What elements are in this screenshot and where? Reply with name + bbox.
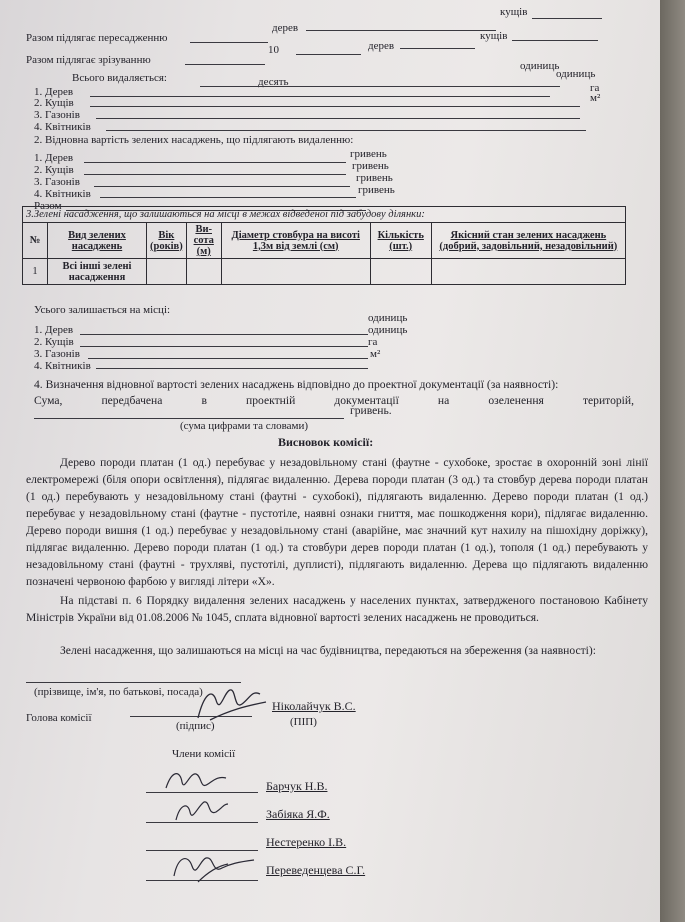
- rule: [84, 174, 346, 175]
- member-name: Переведенцева С.Г.: [266, 863, 366, 877]
- table-cell: [431, 259, 625, 285]
- restoration-item-flowerbeds: 4. Квітників: [34, 188, 91, 200]
- project-word: проектній: [246, 394, 296, 407]
- project-word: документації: [334, 394, 399, 407]
- remaining-item-bushes: 2. Кущів: [34, 336, 74, 348]
- table-cell: [186, 259, 221, 285]
- remaining-unit-flowerbeds: м²: [370, 348, 381, 360]
- rule: [90, 106, 580, 107]
- restoration-unit-flowerbeds: гривень: [358, 184, 395, 196]
- rule: [106, 130, 586, 131]
- table-cell: Всі інші зелені насадження: [48, 259, 147, 285]
- restoration-item-bushes: 2. Кущів: [34, 164, 74, 176]
- table-caption: 3.Зелені насадження, що залишаються на місці в межах відведеної під забудову ділянки:: [23, 207, 626, 223]
- project-word: в: [201, 394, 207, 407]
- member-name: Барчук Н.В.: [266, 779, 328, 793]
- remaining-unit-bushes: одиниць: [368, 324, 408, 336]
- responsible-note: (прізвище, ім'я, по батькові, посада): [34, 686, 203, 698]
- remaining-item-flowerbeds: 4. Квітників: [34, 360, 91, 372]
- remaining-unit-trees: одиниць: [368, 312, 408, 324]
- removed-count-text: десять: [258, 76, 289, 88]
- green-plantings-table: [22, 206, 626, 285]
- table-cell: [147, 259, 187, 285]
- table-header-quantity: Кількість (шт.): [370, 223, 431, 259]
- restoration-total: Разом: [34, 200, 62, 212]
- remaining-title: Усього залишається на місці:: [34, 304, 171, 316]
- removed-item-trees: 1. Дерев: [34, 86, 74, 98]
- rule: [96, 368, 368, 369]
- project-title: 4. Визначення відновної вартості зелених насаджень відповідно до проектної документації (за наявності):: [34, 378, 559, 391]
- table-header-condition: Якісний стан зелених насаджень (добрий, задовільний, незадовільний): [431, 223, 625, 259]
- rule: [94, 186, 350, 187]
- member-signature: [168, 846, 258, 886]
- removed-item-trees-unit: одиниць: [556, 68, 596, 80]
- table-cell: [370, 259, 431, 285]
- table-cell: 1: [23, 259, 48, 285]
- project-word: передбачена: [101, 394, 163, 407]
- project-word: на: [437, 394, 450, 407]
- removed-item-bushes: 2. Кущів: [34, 97, 74, 109]
- restoration-unit-trees: гривень: [350, 148, 387, 160]
- member-name: Забіяка Я.Ф.: [266, 807, 330, 821]
- removed-item-flowerbeds: 4. Квітників: [34, 121, 91, 133]
- rule: [100, 197, 356, 198]
- cut-number: 10: [268, 44, 279, 56]
- rule: [185, 64, 265, 65]
- rule: [80, 334, 368, 335]
- replant-label: Разом підлягає пересадженню: [26, 32, 168, 44]
- project-currency: гривень.: [350, 404, 392, 417]
- rule: [296, 54, 361, 55]
- rule: [190, 42, 268, 43]
- rule: [88, 358, 368, 359]
- project-note: (сума цифрами та словами): [180, 420, 309, 432]
- remaining-item-lawns: 3. Газонів: [34, 348, 80, 360]
- rule: [90, 96, 550, 97]
- head-signature: [190, 680, 270, 730]
- removed-unit-top: одиниць: [520, 60, 560, 72]
- rule: [84, 162, 346, 163]
- table-cell: [221, 259, 370, 285]
- restoration-unit-lawns: гривень: [356, 172, 393, 184]
- replant-trees-label: дерев: [272, 22, 299, 34]
- table-header-number: №: [23, 223, 48, 259]
- restoration-unit-bushes: гривень: [352, 160, 389, 172]
- project-word: Сума,: [34, 394, 63, 407]
- cut-label: Разом підлягає зрізуванню: [26, 54, 151, 66]
- replant-bushes-label: кущів: [500, 6, 528, 18]
- cut-trees-label: дерев: [368, 40, 395, 52]
- member-signature: [170, 794, 230, 828]
- signature-note: (підпис): [176, 720, 215, 732]
- members-label: Члени комісії: [172, 748, 236, 760]
- conclusion-title: Висновок комісії:: [278, 435, 374, 449]
- table-header-diameter: Діаметр стовбура на висоті 1,3м від землі (см): [221, 223, 370, 259]
- conclusion-paragraph-1: Дерево породи платан (1 од.) перебуває у незадовільному стані (фаутне - сухобоке, зростає в охоронній зоні лінії електромережі (біля опори освітлення), підлягає видаленню. Дерева породи платан (3 од.) та стовбур дерева породи платан (1 од.) перебувають у незадовільному стані (фаутні - сухобокі), підлягають видаленню. Дерево породи платан (1 од.) перебуває у незадовільному стані (фаутне - пустотіле, наявні ознаки гниття, має пошкодження кори), підлягає видаленню. Дерево породи вишня (1 од.) перебуває у незадовільному стані (аварійне, має значний кут нахилу на пішохідну доріжку), підлягає видаленню. Дерево породи платан (1 од.) та стовбури дерев породи платан (1 од.), тополя (1 од.) перебувають у незадовільному стані (фаутні - трухляві, пустотілі, дуплисті), підлягають видаленню. Дерева що підлягають видаленню позначені червоною фарбою у вигляді літери «Х».: [26, 456, 648, 588]
- restoration-item-lawns: 3. Газонів: [34, 176, 80, 188]
- removed-title: Всього видаляється:: [72, 72, 167, 84]
- table-header-age: Вік (років): [147, 223, 187, 259]
- name-note: (ПІП): [290, 716, 317, 728]
- table-header-species: Вид зелених насаджень: [48, 223, 147, 259]
- rule: [400, 48, 475, 49]
- rule: [80, 346, 368, 347]
- member-name: Нестеренко І.В.: [266, 835, 347, 849]
- table-header-height: Ви-сота (м): [186, 223, 221, 259]
- head-label: Голова комісії: [26, 712, 92, 724]
- removed-item-lawns: 3. Газонів: [34, 109, 80, 121]
- restoration-item-trees: 1. Дерев: [34, 152, 74, 164]
- project-sum-line: [34, 394, 634, 407]
- conclusion-paragraph-3: Зелені насадження, що залишаються на місці на час будівництва, передаються на збереження (за наявності):: [60, 644, 596, 657]
- project-word: озеленення: [488, 394, 544, 407]
- rule: [512, 40, 598, 41]
- project-word: територій,: [582, 394, 634, 407]
- head-name: Ніколайчук В.С.: [272, 699, 356, 713]
- conclusion-paragraph-2: На підставі п. 6 Порядку видалення зелених насаджень у населених пунктах, затвердженого постановою Кабінету Міністрів України від 01.08.2006 № 1045, сплата відновної вартості зелених насаджень не проводиться.: [26, 594, 648, 624]
- remaining-unit-lawns: га: [368, 336, 378, 348]
- removed-item-bushes-unit: га: [590, 82, 600, 94]
- rule: [96, 118, 580, 119]
- rule: [34, 418, 344, 419]
- cut-bushes-label: кущів: [480, 30, 508, 42]
- remaining-item-trees: 1. Дерев: [34, 324, 74, 336]
- background-edge: [660, 0, 685, 922]
- removed-item-lawns-unit: м²: [590, 92, 601, 104]
- rule: [532, 18, 602, 19]
- rule: [306, 30, 496, 31]
- rule: [200, 86, 560, 87]
- restoration-title: 2. Відновна вартість зелених насаджень, що підлягають видаленню:: [34, 134, 354, 146]
